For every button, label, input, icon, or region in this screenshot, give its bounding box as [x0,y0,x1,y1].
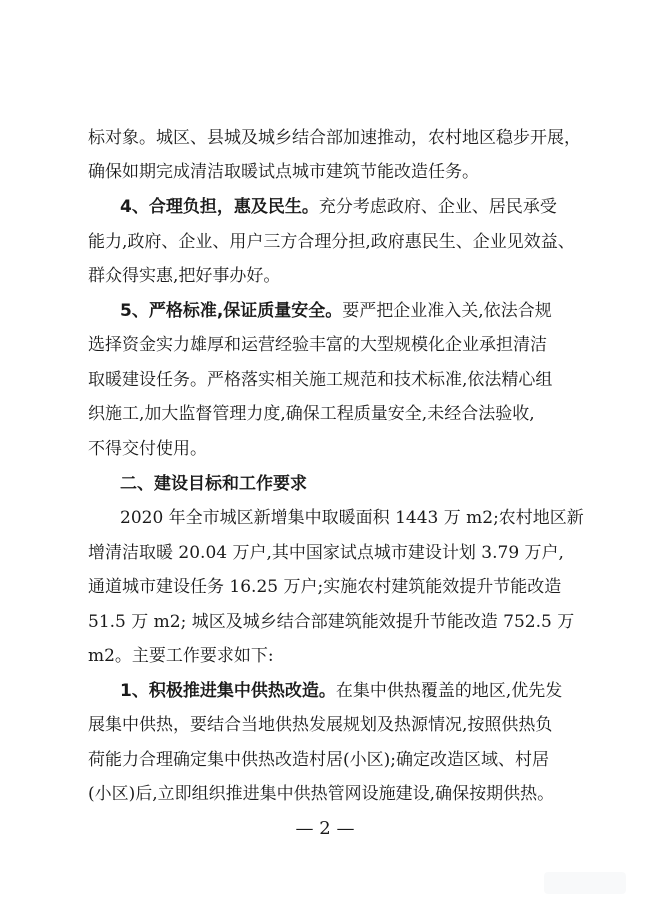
paragraph-4-first-line [120,196,557,218]
text-line: 2020 年全市城区新增集中取暖面积 1443 万 m2;农村地区新 [120,508,584,528]
paragraph-5-first-line [120,300,552,322]
text-line: 荷能力合理确定集中供热改造村居(小区);确定改造区域、村居 [88,750,549,770]
text-line: (小区)后,立即组织推进集中供热管网设施建设,确保按期供热。 [88,784,555,804]
paragraph-1-body: 在集中供热覆盖的地区,优先发 [335,681,563,701]
text-line: 增清洁取暖 20.04 万户,其中国家试点城市建设计划 3.79 万户, [88,543,564,563]
paragraph-4-title: 4、合理负担，惠及民生。 [120,197,319,217]
paragraph-4-body: 充分考虑政府、企业、居民承受 [318,197,557,217]
text-line: 能力,政府、企业、用户三方合理分担,政府惠民生、企业见效益、 [88,232,575,252]
paragraph-1-first-line [120,680,562,702]
text-line: 群众得实惠,把好事办好。 [88,266,281,286]
page-number: — 2 — [295,818,355,839]
paragraph-1-title: 1、积极推进集中供热改造。 [120,681,336,701]
text-line: 织施工,加大监督管理力度,确保工程质量安全,未经合法验收, [88,404,535,424]
paragraph-5-body: 要严把企业准入关,依法合规 [342,301,552,321]
text-line: 通道城市建设任务 16.25 万户;实施农村建筑能效提升节能改造 [88,577,562,597]
text-line: 51.5 万 m2; 城区及城乡结合部建筑能效提升节能改造 752.5 万 [88,612,575,632]
text-line: 选择资金实力雄厚和运营经验丰富的大型规模化企业承担清洁 [88,335,547,355]
text-line: 取暖建设任务。严格落实相关施工规范和技术标准,依法精心组 [88,370,553,390]
text-line: 确保如期完成清洁取暖试点城市建筑节能改造任务。 [88,162,479,182]
text-line: 展集中供热，要结合当地供热发展规划及热源情况,按照供热负 [88,715,553,735]
text-line: m2。主要工作要求如下: [88,646,274,666]
section-heading: 二、建设目标和工作要求 [120,474,307,494]
text-line: 标对象。城区、县城及城乡结合部加速推动，农村地区稳步开展， [88,128,581,148]
paragraph-5-title: 5、严格标准,保证质量安全。 [120,301,343,321]
text-line: 不得交付使用。 [88,439,207,459]
watermark-mark [544,872,626,894]
